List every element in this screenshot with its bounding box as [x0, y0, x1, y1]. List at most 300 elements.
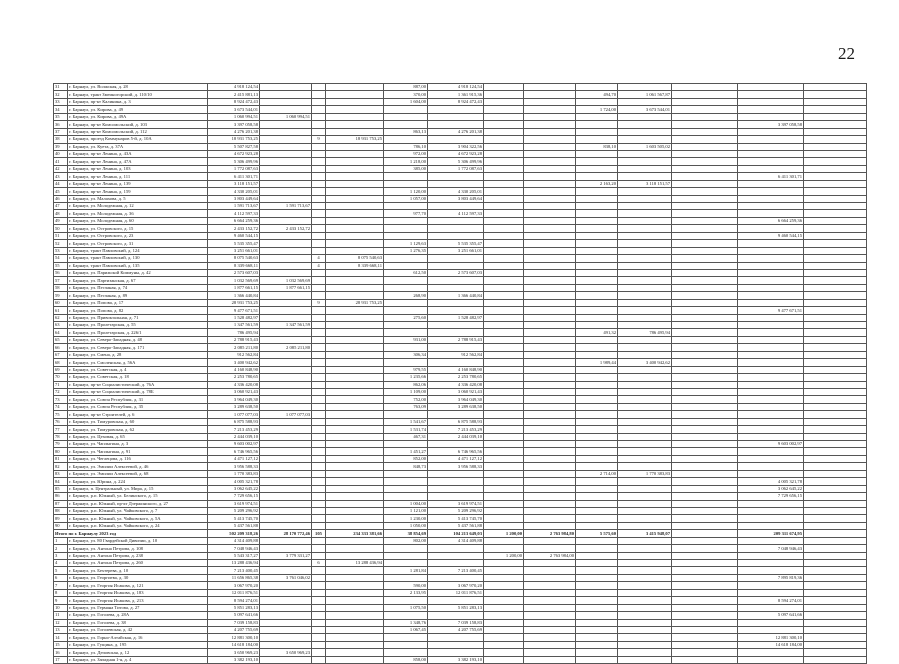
value-cell — [326, 381, 384, 388]
value-cell — [672, 641, 738, 648]
value-cell — [384, 552, 428, 559]
value-cell: 1 366 440,84 — [208, 292, 260, 299]
value-cell — [524, 314, 576, 321]
value-cell: 2 573 607,03 — [428, 269, 484, 276]
address-cell: г. Барнаул, пр-кт Ленина, д. 103 — [68, 165, 208, 172]
value-cell — [312, 106, 326, 113]
value-cell: 858,00 — [384, 656, 428, 663]
value-cell — [672, 381, 738, 388]
value-cell — [618, 582, 672, 589]
table-row — [54, 351, 867, 358]
address-cell: г. Барнаул, ул. Волжская, д. 28 — [68, 84, 208, 91]
value-cell: 7 048 946,43 — [208, 545, 260, 552]
row-number-cell: 59 — [54, 292, 68, 299]
value-cell — [618, 589, 672, 596]
value-cell — [672, 292, 738, 299]
value-cell — [484, 351, 524, 358]
value-cell — [384, 262, 428, 269]
value-cell — [326, 515, 384, 522]
address-cell: г. Барнаул, ул. Советская, д. 4 — [68, 366, 208, 373]
value-cell — [738, 411, 804, 418]
value-cell — [312, 277, 326, 284]
value-cell — [326, 188, 384, 195]
value-cell: 4 112 597,33 — [208, 210, 260, 217]
value-cell — [384, 411, 428, 418]
table-row — [54, 336, 867, 343]
value-cell — [672, 299, 738, 306]
value-cell — [804, 292, 867, 299]
value-cell: 862,06 — [384, 381, 428, 388]
row-number-cell: 68 — [54, 359, 68, 366]
value-cell — [524, 455, 576, 462]
value-cell — [618, 537, 672, 544]
value-cell — [618, 366, 672, 373]
value-cell — [326, 649, 384, 656]
value-cell: 3 118 151,57 — [618, 180, 672, 187]
value-cell — [804, 537, 867, 544]
value-cell — [576, 255, 618, 262]
value-cell — [672, 225, 738, 232]
value-cell: 8 075 540,63 — [326, 255, 384, 262]
value-cell — [524, 626, 576, 633]
value-cell — [484, 619, 524, 626]
value-cell — [312, 537, 326, 544]
value-cell: 590,00 — [384, 582, 428, 589]
value-cell: 4 336 420,08 — [208, 381, 260, 388]
value-cell: 7 213 400,45 — [208, 567, 260, 574]
table-row — [54, 247, 867, 254]
value-cell — [312, 396, 326, 403]
value-cell — [260, 262, 312, 269]
value-cell: 491,32 — [576, 329, 618, 336]
value-cell — [738, 269, 804, 276]
row-number-cell: 66 — [54, 344, 68, 351]
value-cell — [618, 98, 672, 105]
value-cell: 1 032 569,69 — [260, 277, 312, 284]
value-cell: 4 330 205,01 — [208, 188, 260, 195]
value-cell — [312, 604, 326, 611]
address-cell: г. Барнаул, ул. Молодежная, д. 12 — [68, 203, 208, 210]
value-cell — [804, 597, 867, 604]
value-cell — [804, 336, 867, 343]
value-cell — [428, 113, 484, 120]
value-cell: 12 011 876,51 — [208, 589, 260, 596]
value-cell: 4 672 923,28 — [208, 150, 260, 157]
value-cell: 1 057,00 — [384, 195, 428, 202]
value-cell — [326, 478, 384, 485]
value-cell: 9 477 671,51 — [208, 307, 260, 314]
value-cell — [312, 113, 326, 120]
value-cell — [260, 463, 312, 470]
value-cell: 7 213 400,45 — [428, 567, 484, 574]
value-cell — [484, 478, 524, 485]
address-cell: г. Барнаул, ул. Пролетарская, д. 226/1 — [68, 329, 208, 336]
value-cell — [484, 329, 524, 336]
value-cell — [576, 247, 618, 254]
value-cell — [484, 269, 524, 276]
table-row — [54, 507, 867, 514]
value-cell — [484, 307, 524, 314]
value-cell: 9 — [312, 299, 326, 306]
value-cell — [804, 381, 867, 388]
value-cell: 5 851 283,13 — [428, 604, 484, 611]
value-cell — [618, 485, 672, 492]
value-cell — [524, 463, 576, 470]
value-cell: 104 213 649,03 — [428, 530, 484, 537]
value-cell — [618, 574, 672, 581]
page-number: 22 — [838, 44, 855, 63]
value-cell — [524, 582, 576, 589]
row-number-cell: 40 — [54, 150, 68, 157]
value-cell — [576, 381, 618, 388]
value-cell — [618, 604, 672, 611]
value-cell — [260, 381, 312, 388]
value-cell — [804, 589, 867, 596]
value-cell — [804, 225, 867, 232]
value-cell — [804, 351, 867, 358]
value-cell — [672, 336, 738, 343]
value-cell — [484, 604, 524, 611]
value-cell — [326, 329, 384, 336]
value-cell — [524, 91, 576, 98]
value-cell: 3 956 588,33 — [428, 463, 484, 470]
row-number-cell: 44 — [54, 180, 68, 187]
value-cell — [524, 359, 576, 366]
table-row — [54, 225, 867, 232]
value-cell — [672, 84, 738, 91]
value-cell — [804, 121, 867, 128]
address-cell: г. Барнаул, р.п. Южный, ул. Чайковского, д. 5А — [68, 515, 208, 522]
value-cell — [738, 128, 804, 135]
value-cell — [618, 247, 672, 254]
value-cell: 8 339 668,11 — [208, 262, 260, 269]
value-cell: 6 746 965,56 — [208, 448, 260, 455]
value-cell — [672, 314, 738, 321]
value-cell: 752,00 — [384, 396, 428, 403]
value-cell — [738, 589, 804, 596]
value-cell — [576, 84, 618, 91]
value-cell — [326, 522, 384, 529]
value-cell — [672, 150, 738, 157]
value-cell — [618, 478, 672, 485]
value-cell: 9 477 671,51 — [738, 307, 804, 314]
value-cell — [804, 455, 867, 462]
value-cell — [384, 329, 428, 336]
value-cell — [804, 374, 867, 381]
value-cell: 5 413 745,70 — [428, 515, 484, 522]
value-cell — [312, 374, 326, 381]
value-cell — [260, 91, 312, 98]
value-cell — [738, 188, 804, 195]
value-cell — [384, 574, 428, 581]
row-number-cell: 61 — [54, 307, 68, 314]
value-cell — [384, 344, 428, 351]
address-cell: г. Барнаул, ул. Гущина, д. 195 — [68, 641, 208, 648]
value-cell: 612,50 — [384, 269, 428, 276]
value-cell — [384, 649, 428, 656]
address-cell: г. Барнаул, ул. Тимуровская, д. 62 — [68, 426, 208, 433]
value-cell — [672, 656, 738, 663]
value-cell — [672, 649, 738, 656]
value-cell — [672, 634, 738, 641]
value-cell: 3 956 588,33 — [208, 463, 260, 470]
value-cell — [260, 560, 312, 567]
value-cell — [672, 589, 738, 596]
value-cell: 5 209 296,92 — [208, 507, 260, 514]
value-cell — [672, 374, 738, 381]
table-row — [54, 98, 867, 105]
value-cell — [524, 217, 576, 224]
value-cell — [576, 322, 618, 329]
address-cell: г. Барнаул, ул. Молодежная, д. 60 — [68, 217, 208, 224]
value-cell: 3 803 449,64 — [428, 195, 484, 202]
value-cell: 3 803 449,64 — [208, 195, 260, 202]
address-cell: г. Барнаул, ул. Песчаная, д. 74 — [68, 284, 208, 291]
table-row — [54, 203, 867, 210]
value-cell: 8 075 540,63 — [208, 255, 260, 262]
value-cell — [312, 336, 326, 343]
value-cell — [524, 180, 576, 187]
value-cell — [672, 113, 738, 120]
value-cell — [804, 180, 867, 187]
value-cell — [260, 173, 312, 180]
value-cell — [738, 203, 804, 210]
table-row — [54, 656, 867, 663]
value-cell — [260, 210, 312, 217]
row-number-cell: 86 — [54, 493, 68, 500]
value-cell — [738, 91, 804, 98]
value-cell — [576, 173, 618, 180]
value-cell — [618, 455, 672, 462]
value-cell — [618, 649, 672, 656]
value-cell — [618, 634, 672, 641]
value-cell — [326, 195, 384, 202]
address-cell: г. Барнаул, р.п. Южный, ул. Белинского, д. 15 — [68, 493, 208, 500]
value-cell: 5 097 641,66 — [208, 612, 260, 619]
value-cell — [260, 307, 312, 314]
value-cell — [738, 515, 804, 522]
value-cell — [576, 277, 618, 284]
value-cell — [618, 217, 672, 224]
value-cell — [484, 485, 524, 492]
value-cell — [312, 500, 326, 507]
row-number-cell: 76 — [54, 418, 68, 425]
value-cell — [738, 247, 804, 254]
value-cell: 3 067 970,20 — [428, 582, 484, 589]
value-cell — [312, 344, 326, 351]
value-cell — [326, 448, 384, 455]
row-number-cell: 73 — [54, 396, 68, 403]
value-cell: 9 460 544,15 — [208, 232, 260, 239]
value-cell: 502 209 318,26 — [208, 530, 260, 537]
value-cell — [312, 388, 326, 395]
address-cell: г. Барнаул, пр-кт Ленина, д. 43А — [68, 150, 208, 157]
table-row — [54, 537, 867, 544]
value-cell — [618, 158, 672, 165]
value-cell: 6 411 301,71 — [738, 173, 804, 180]
value-cell: 912 562,84 — [208, 351, 260, 358]
value-cell — [576, 232, 618, 239]
value-cell — [326, 634, 384, 641]
value-cell — [804, 515, 867, 522]
address-cell: г. Барнаул, ул. Кирова, д. 49А — [68, 113, 208, 120]
value-cell — [326, 84, 384, 91]
value-cell — [326, 314, 384, 321]
value-cell: 1 109,00 — [384, 388, 428, 395]
value-cell — [524, 574, 576, 581]
value-cell — [524, 537, 576, 544]
value-cell — [260, 217, 312, 224]
value-cell: 1 347 561,59 — [208, 322, 260, 329]
value-cell — [428, 552, 484, 559]
value-cell: 7 039 158,83 — [208, 619, 260, 626]
value-cell — [428, 478, 484, 485]
value-cell — [804, 307, 867, 314]
value-cell — [524, 560, 576, 567]
value-cell — [484, 641, 524, 648]
value-cell — [326, 203, 384, 210]
value-cell — [804, 567, 867, 574]
value-cell — [804, 173, 867, 180]
value-cell: 1 235,66 — [384, 374, 428, 381]
value-cell: 2 763 984,80 — [524, 530, 576, 537]
value-cell — [524, 113, 576, 120]
row-number-cell: 43 — [54, 173, 68, 180]
value-cell: 6 746 965,56 — [428, 448, 484, 455]
value-cell: 3 650 969,23 — [260, 649, 312, 656]
value-cell — [524, 470, 576, 477]
value-cell — [618, 597, 672, 604]
value-cell: 5 543 317,27 — [208, 552, 260, 559]
value-cell — [312, 455, 326, 462]
value-cell — [576, 418, 618, 425]
value-cell — [326, 351, 384, 358]
value-cell: 28 931 753,25 — [326, 299, 384, 306]
value-cell — [672, 91, 738, 98]
value-cell — [484, 507, 524, 514]
value-cell — [672, 545, 738, 552]
value-cell: 7 729 656,15 — [738, 493, 804, 500]
table-row — [54, 195, 867, 202]
row-number-cell: 50 — [54, 225, 68, 232]
value-cell: 2 253 780,65 — [428, 374, 484, 381]
value-cell — [326, 470, 384, 477]
value-cell — [804, 98, 867, 105]
value-cell — [326, 545, 384, 552]
row-number-cell: 6 — [54, 574, 68, 581]
value-cell — [312, 165, 326, 172]
address-cell: г. Барнаул, пр-кт Комсомольский, д. 112 — [68, 128, 208, 135]
value-cell — [326, 507, 384, 514]
value-cell — [326, 574, 384, 581]
value-cell — [804, 470, 867, 477]
table-row — [54, 493, 867, 500]
address-cell: г. Барнаул, ул. Попова, д. 17 — [68, 299, 208, 306]
value-cell — [672, 411, 738, 418]
value-cell — [618, 113, 672, 120]
value-cell — [260, 98, 312, 105]
value-cell — [618, 240, 672, 247]
value-cell — [618, 255, 672, 262]
value-cell: 1 772 087,63 — [208, 165, 260, 172]
value-cell: 4 672 923,28 — [428, 150, 484, 157]
value-cell — [738, 322, 804, 329]
value-cell — [738, 180, 804, 187]
value-cell — [672, 552, 738, 559]
value-cell — [576, 396, 618, 403]
value-cell — [312, 351, 326, 358]
value-cell — [804, 210, 867, 217]
value-cell — [576, 299, 618, 306]
value-cell — [672, 619, 738, 626]
address-cell: г. Барнаул, пр-кт Ленина, д. 47А — [68, 158, 208, 165]
value-cell — [576, 165, 618, 172]
value-cell — [428, 136, 484, 143]
value-cell — [672, 344, 738, 351]
value-cell: 3 062 645,22 — [208, 485, 260, 492]
value-cell — [326, 158, 384, 165]
address-cell: г. Барнаул, ул. Островского, д. 15 — [68, 225, 208, 232]
value-cell — [804, 448, 867, 455]
value-cell — [738, 418, 804, 425]
value-cell — [576, 203, 618, 210]
value-cell — [260, 336, 312, 343]
value-cell — [738, 284, 804, 291]
value-cell — [484, 448, 524, 455]
value-cell — [738, 84, 804, 91]
value-cell: 3 251 661,01 — [208, 247, 260, 254]
value-cell — [524, 381, 576, 388]
value-cell — [618, 396, 672, 403]
value-cell: 275,60 — [384, 314, 428, 321]
value-cell — [524, 656, 576, 663]
value-cell — [618, 299, 672, 306]
value-cell — [524, 277, 576, 284]
value-cell — [524, 232, 576, 239]
value-cell: 2 085 211,80 — [260, 344, 312, 351]
address-cell: г. Барнаул, ул. Деповская, д. 12 — [68, 649, 208, 656]
value-cell — [260, 299, 312, 306]
value-cell — [312, 292, 326, 299]
value-cell — [738, 314, 804, 321]
value-cell: 4 207 755,69 — [428, 626, 484, 633]
value-cell: 209 311 674,95 — [738, 530, 804, 537]
value-cell — [804, 158, 867, 165]
value-cell — [524, 284, 576, 291]
value-cell — [804, 195, 867, 202]
value-cell — [312, 225, 326, 232]
value-cell — [428, 649, 484, 656]
value-cell — [428, 485, 484, 492]
value-cell: 8 924 472,43 — [428, 98, 484, 105]
value-cell — [576, 448, 618, 455]
value-cell — [260, 567, 312, 574]
value-cell — [428, 232, 484, 239]
value-cell: 5 575,60 — [576, 530, 618, 537]
value-cell — [672, 284, 738, 291]
value-cell — [260, 418, 312, 425]
value-cell — [576, 307, 618, 314]
address-cell: г. Барнаул, ул. Гоголевская, д. 42 — [68, 626, 208, 633]
value-cell — [524, 150, 576, 157]
value-cell — [326, 232, 384, 239]
value-cell — [738, 366, 804, 373]
value-cell — [326, 582, 384, 589]
value-cell — [428, 641, 484, 648]
value-cell — [576, 507, 618, 514]
value-cell — [484, 634, 524, 641]
table-row — [54, 136, 867, 143]
